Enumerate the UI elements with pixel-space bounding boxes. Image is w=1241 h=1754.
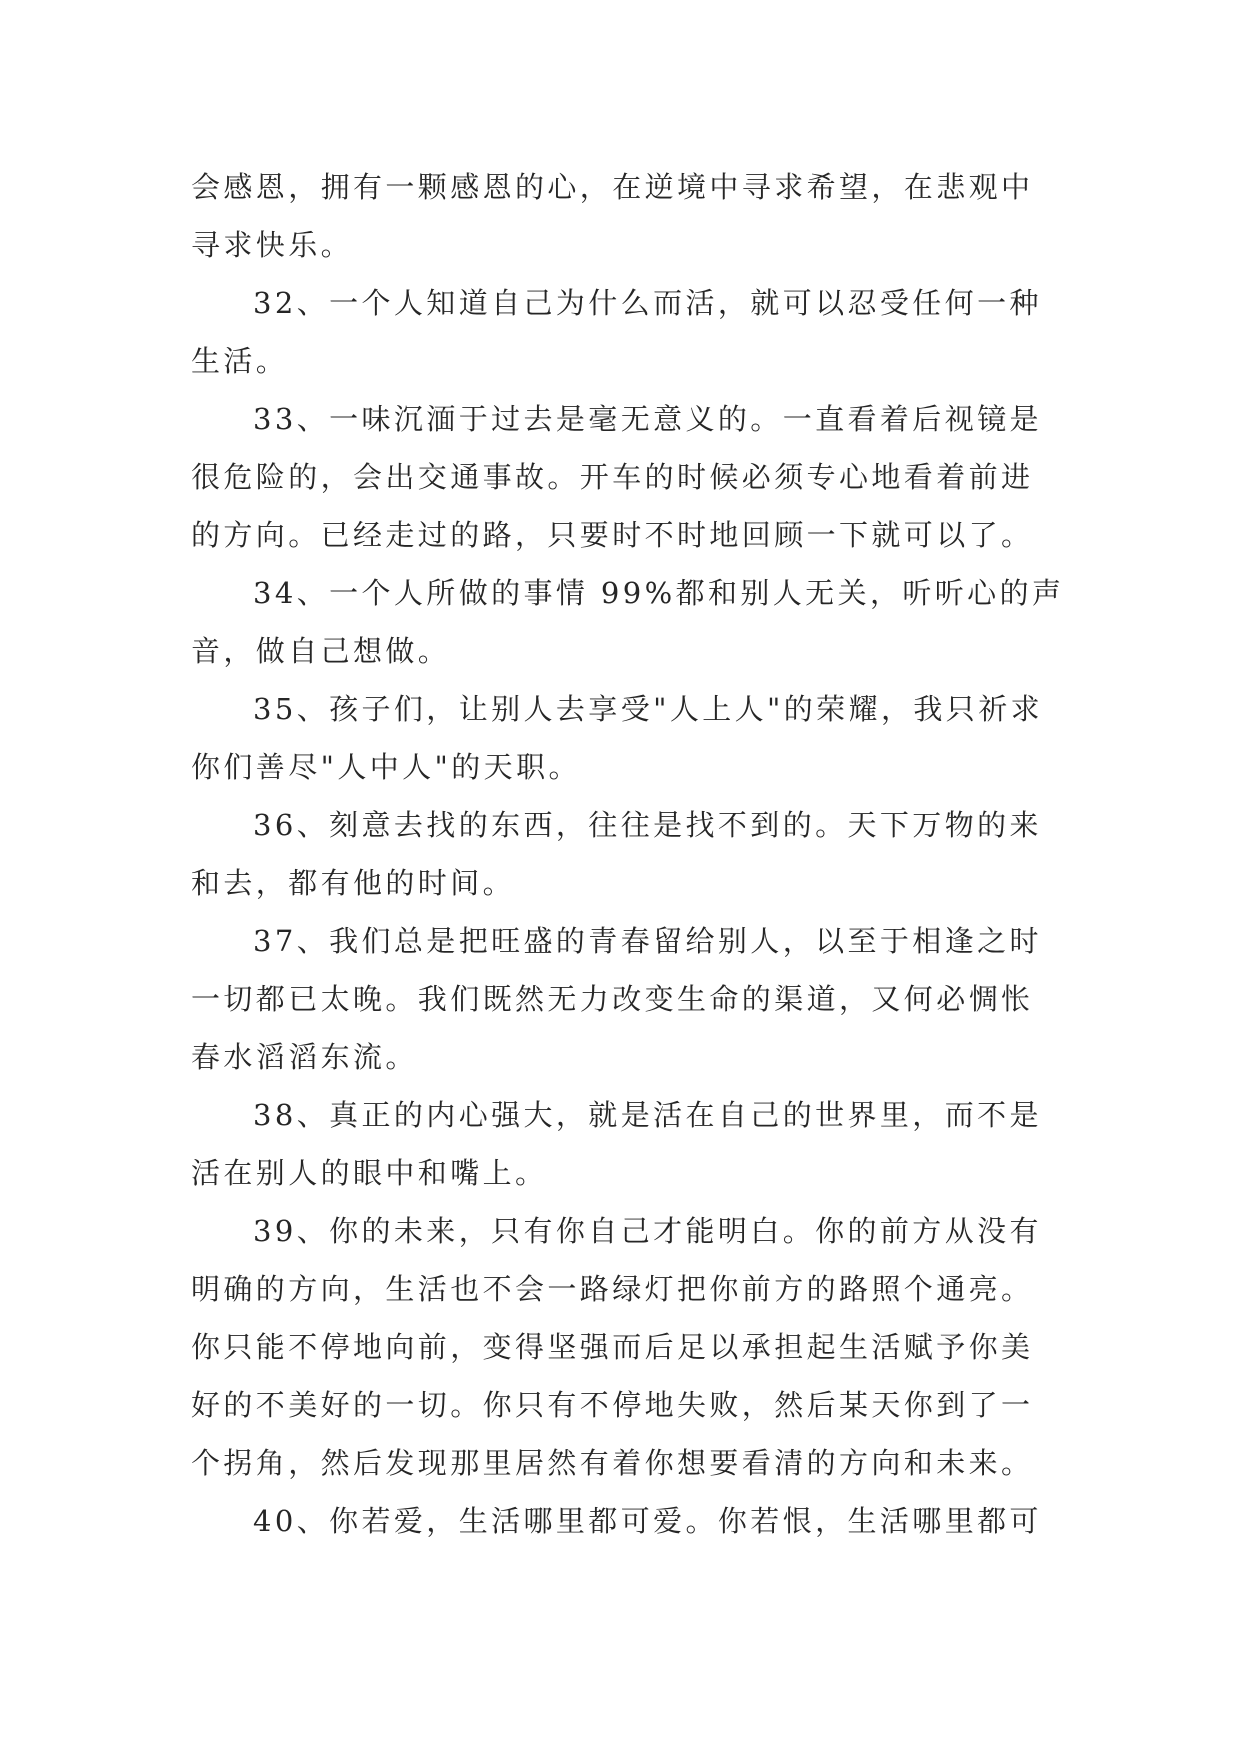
text-line: 很危险的，会出交通事故。开车的时候必须专心地看着前进 xyxy=(191,460,1034,494)
text-line: 和去，都有他的时间。 xyxy=(191,866,516,900)
paragraph-34 xyxy=(191,564,1071,680)
text-line: 音，做自己想做。 xyxy=(191,634,451,668)
paragraph-39 xyxy=(191,1202,1071,1492)
text-line: 35、孩子们，让别人去享受"人上人"的荣耀，我只祈求 xyxy=(253,692,1043,726)
text-line: 40、你若爱，生活哪里都可爱。你若恨，生活哪里都可 xyxy=(253,1504,1042,1538)
text-line: 39、你的未来，只有你自己才能明白。你的前方从没有 xyxy=(253,1214,1042,1248)
paragraph-33 xyxy=(191,390,1071,564)
text-line: 的方向。已经走过的路，只要时不时地回顾一下就可以了。 xyxy=(191,518,1034,552)
paragraph-37 xyxy=(191,912,1071,1086)
text-line: 生活。 xyxy=(191,344,289,378)
text-line: 春水滔滔东流。 xyxy=(191,1040,418,1074)
paragraph-32 xyxy=(191,274,1071,390)
paragraph-continuation xyxy=(191,158,1071,274)
paragraph-35 xyxy=(191,680,1071,796)
text-line: 34、一个人所做的事情 99%都和别人无关，听听心的声 xyxy=(253,576,1065,610)
paragraph-36 xyxy=(191,796,1071,912)
paragraph-40 xyxy=(191,1492,1071,1550)
paragraph-38 xyxy=(191,1086,1071,1202)
document-body xyxy=(191,158,1071,1550)
text-line: 32、一个人知道自己为什么而活，就可以忍受任何一种 xyxy=(253,286,1042,320)
text-line: 明确的方向，生活也不会一路绿灯把你前方的路照个通亮。 xyxy=(191,1272,1034,1306)
text-line: 38、真正的内心强大，就是活在自己的世界里，而不是 xyxy=(253,1098,1042,1132)
text-line: 36、刻意去找的东西，往往是找不到的。天下万物的来 xyxy=(253,808,1042,842)
text-line: 你只能不停地向前，变得坚强而后足以承担起生活赋予你美 xyxy=(191,1330,1034,1364)
text-line: 会感恩，拥有一颗感恩的心，在逆境中寻求希望，在悲观中 xyxy=(191,170,1034,204)
text-line: 寻求快乐。 xyxy=(191,228,354,262)
text-line: 你们善尽"人中人"的天职。 xyxy=(191,750,581,784)
text-line: 活在别人的眼中和嘴上。 xyxy=(191,1156,548,1190)
text-line: 33、一味沉湎于过去是毫无意义的。一直看着后视镜是 xyxy=(253,402,1042,436)
text-line: 个拐角，然后发现那里居然有着你想要看清的方向和未来。 xyxy=(191,1446,1034,1480)
text-line: 好的不美好的一切。你只有不停地失败，然后某天你到了一 xyxy=(191,1388,1034,1422)
text-line: 37、我们总是把旺盛的青春留给别人，以至于相逢之时 xyxy=(253,924,1042,958)
text-line: 一切都已太晚。我们既然无力改变生命的渠道，又何必惆怅 xyxy=(191,982,1034,1016)
